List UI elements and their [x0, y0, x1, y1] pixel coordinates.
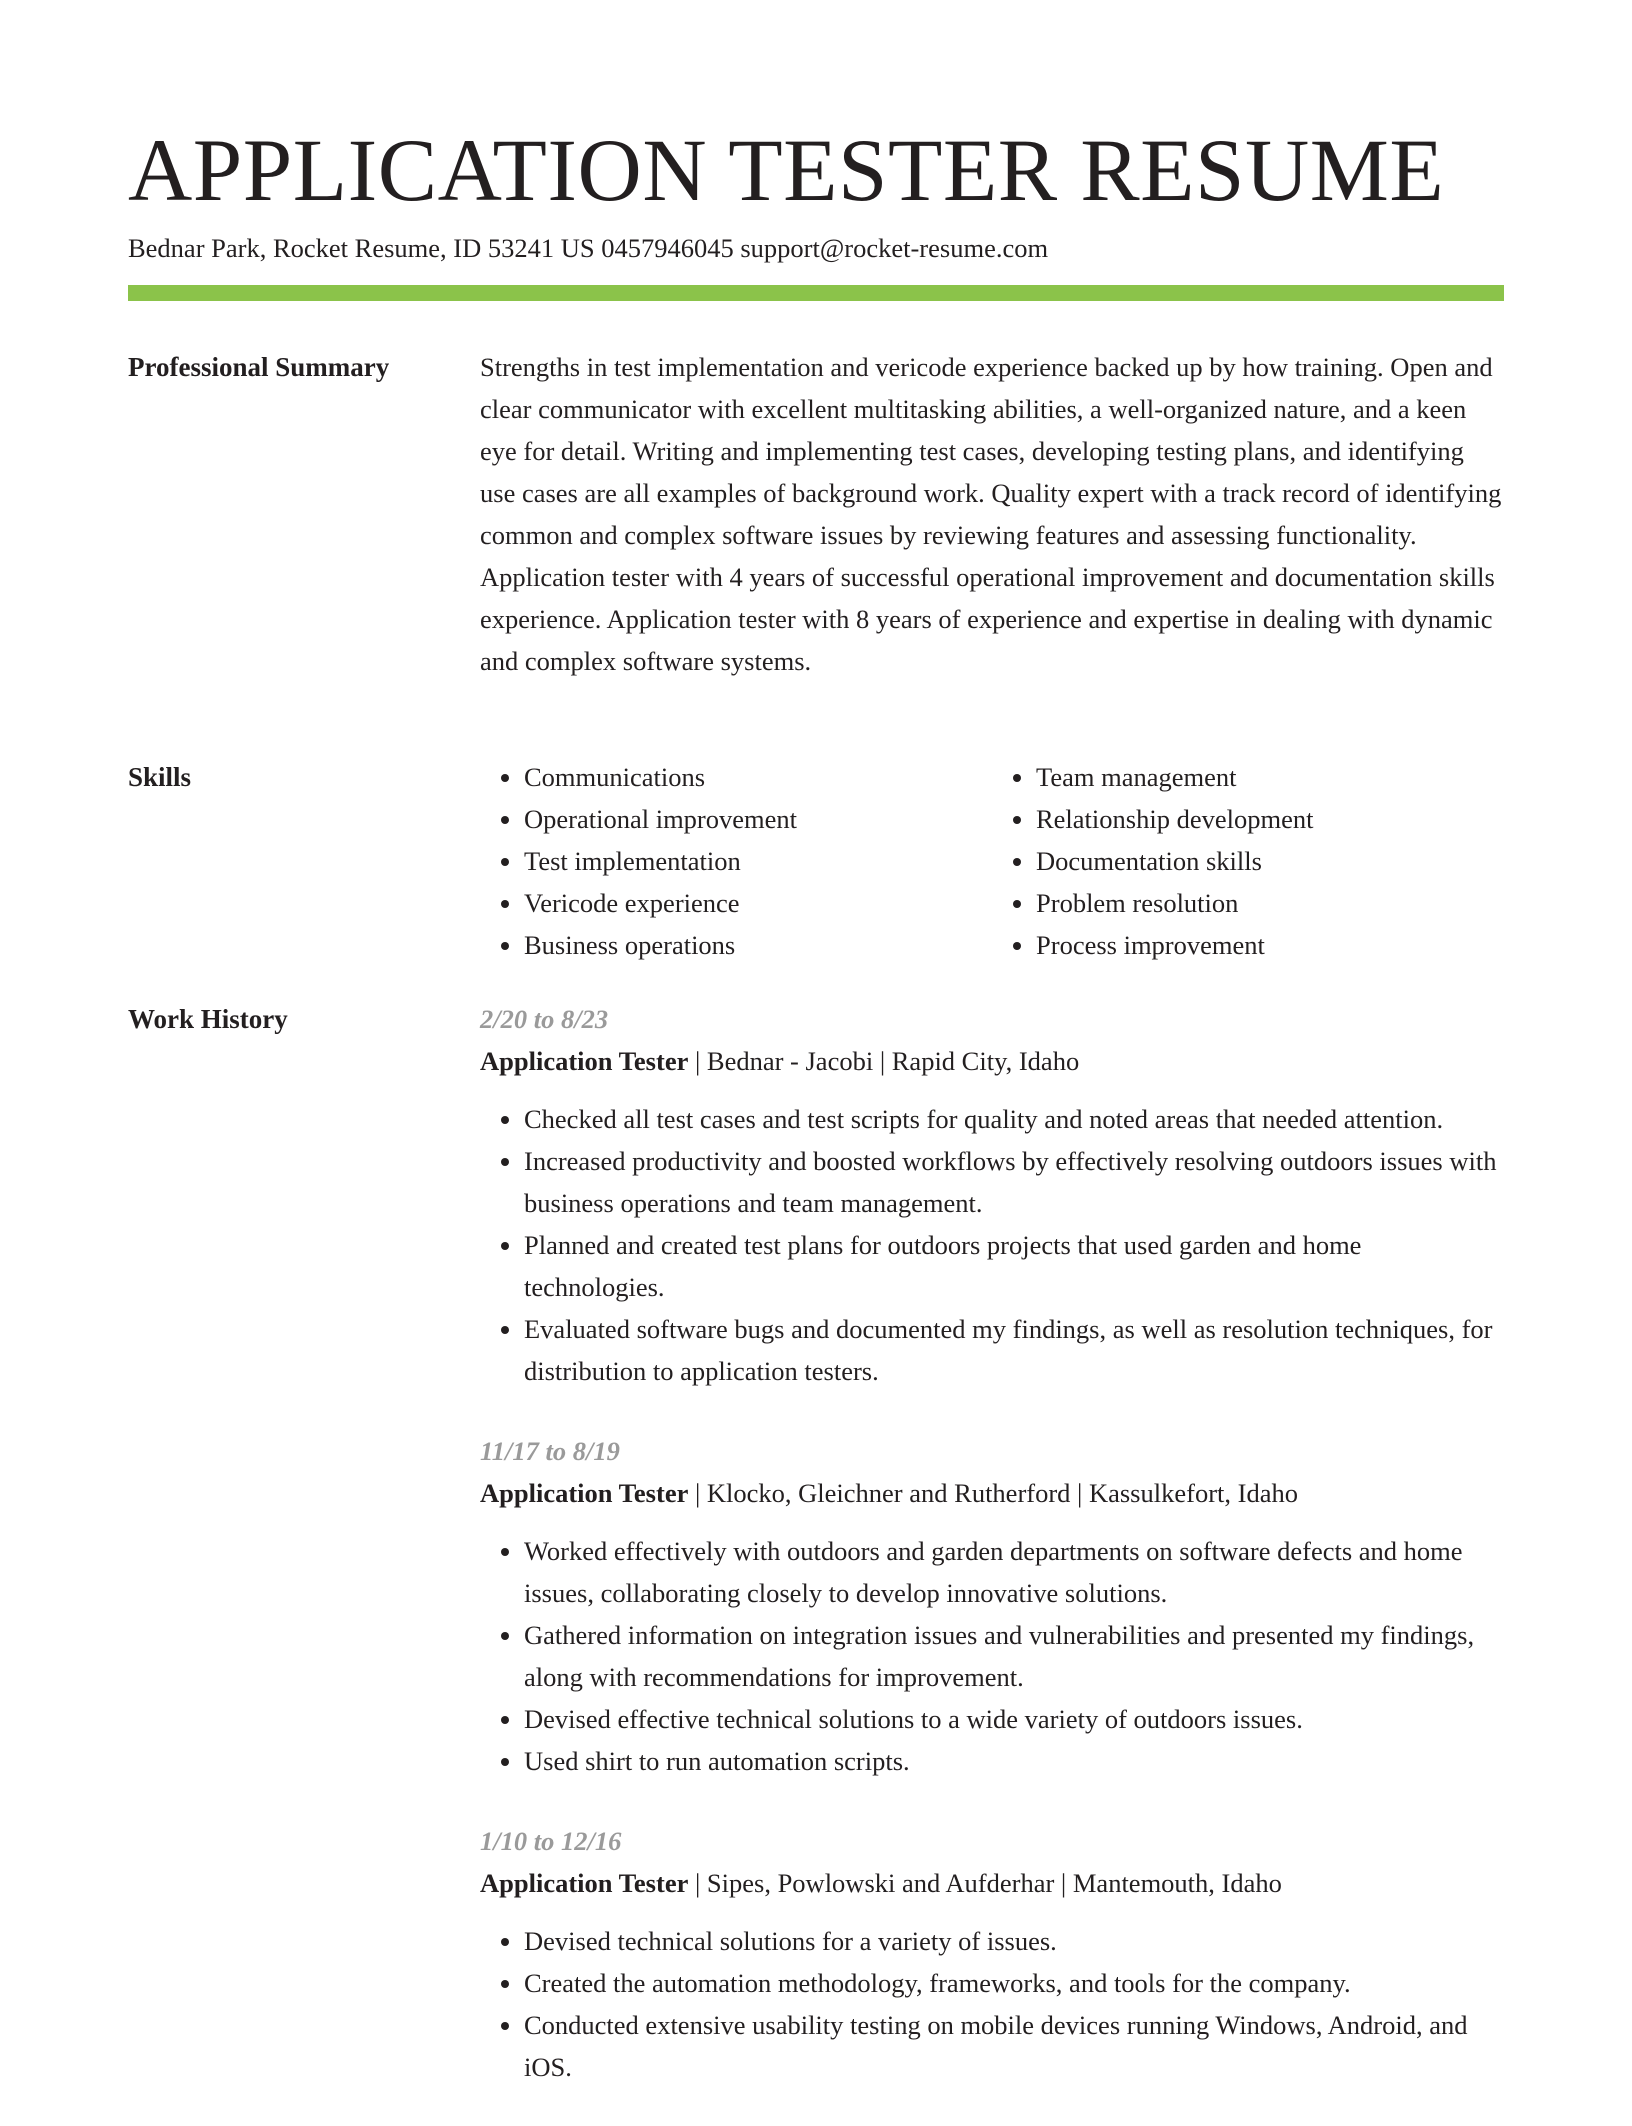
job-bullet: • Evaluated software bugs and documented my findings, as well as resolution techniques, for distribution to application testers. — [524, 1308, 1504, 1392]
skills-list-right — [992, 756, 1504, 966]
contact-line: Bednar Park, Rocket Resume, ID 53241 US 0457946045 support@rocket-resume.com — [128, 233, 1049, 263]
job-bullet-list — [480, 1530, 1504, 1782]
job-entry — [480, 1820, 1504, 2088]
job-bullet: • Created the automation methodology, frameworks, and tools for the company. — [524, 1962, 1504, 2004]
job-bullet: • Gathered information on integration issues and vulnerabilities and presented my findings, along with recommendations for improvement. — [524, 1614, 1504, 1698]
job-dates: 2/20 to 8/23 — [480, 1004, 609, 1034]
job-dates: 1/10 to 12/16 — [480, 1826, 622, 1856]
resume-title: APPLICATION TESTER RESUME — [128, 122, 1445, 220]
skills-list-left — [480, 756, 992, 966]
job-bullet: • Devised effective technical solutions to a wide variety of outdoors issues. — [524, 1698, 1504, 1740]
skill-item: • Documentation skills — [1036, 840, 1504, 882]
job-bullet: • Planned and created test plans for outdoors projects that used garden and home technologies. — [524, 1224, 1504, 1308]
job-dates: 11/17 to 8/19 — [480, 1436, 620, 1466]
job-details: | Bednar - Jacobi | Rapid City, Idaho — [688, 1046, 1080, 1076]
job-details: | Sipes, Powlowski and Aufderhar | Mantemouth, Idaho — [688, 1868, 1282, 1898]
skill-item: • Relationship development — [1036, 798, 1504, 840]
job-bullet-list — [480, 1098, 1504, 1392]
job-header — [480, 1862, 1504, 1904]
job-details: | Klocko, Gleichner and Rutherford | Kassulkefort, Idaho — [688, 1478, 1298, 1508]
job-title: Application Tester — [480, 1478, 689, 1508]
job-bullet-list — [480, 1920, 1504, 2088]
job-header — [480, 1472, 1504, 1514]
job-bullet: • Devised technical solutions for a variety of issues. — [524, 1920, 1504, 1962]
section-label-skills: Skills — [128, 762, 192, 792]
job-bullet: • Worked effectively with outdoors and garden departments on software defects and home issues, collaborating closely to develop innovative solutions. — [524, 1530, 1504, 1614]
skill-item: • Problem resolution — [1036, 882, 1504, 924]
job-header — [480, 1040, 1504, 1082]
section-label-summary: Professional Summary — [128, 352, 390, 382]
job-entry — [480, 1430, 1504, 1782]
skill-item: • Communications — [524, 756, 992, 798]
skill-item: • Vericode experience — [524, 882, 992, 924]
job-bullet: • Increased productivity and boosted workflows by effectively resolving outdoors issues with business operations and team management. — [524, 1140, 1504, 1224]
job-bullet: • Conducted extensive usability testing on mobile devices running Windows, Android, and iOS. — [524, 2004, 1504, 2088]
job-bullet: • Checked all test cases and test scripts for quality and noted areas that needed attention. — [524, 1098, 1504, 1140]
section-label-work: Work History — [128, 1004, 288, 1034]
skill-item: • Process improvement — [1036, 924, 1504, 966]
skill-item: • Operational improvement — [524, 798, 992, 840]
skill-item: • Test implementation — [524, 840, 992, 882]
header-divider — [128, 285, 1504, 301]
job-title: Application Tester — [480, 1868, 689, 1898]
skill-item: • Team management — [1036, 756, 1504, 798]
skill-item: • Business operations — [524, 924, 992, 966]
job-entry — [480, 998, 1504, 1392]
job-bullet: • Used shirt to run automation scripts. — [524, 1740, 1504, 1782]
job-title: Application Tester — [480, 1046, 689, 1076]
summary-text: Strengths in test implementation and vericode experience backed up by how training. Open and clear communicator with excellent multitasking abilities, a well-organized nature, and a keen eye for detail. Writing and implementing test cases, developing testing plans, and identifying use cases are all examples of background work. Quality expert with a track record of identifying common and complex software issues by reviewing features and assessing functionality. Application tester with 4 years of successful operational improvement and documentation skills experience. Application tester with 8 years of experience and expertise in dealing with dynamic and complex software systems. — [480, 352, 1502, 676]
